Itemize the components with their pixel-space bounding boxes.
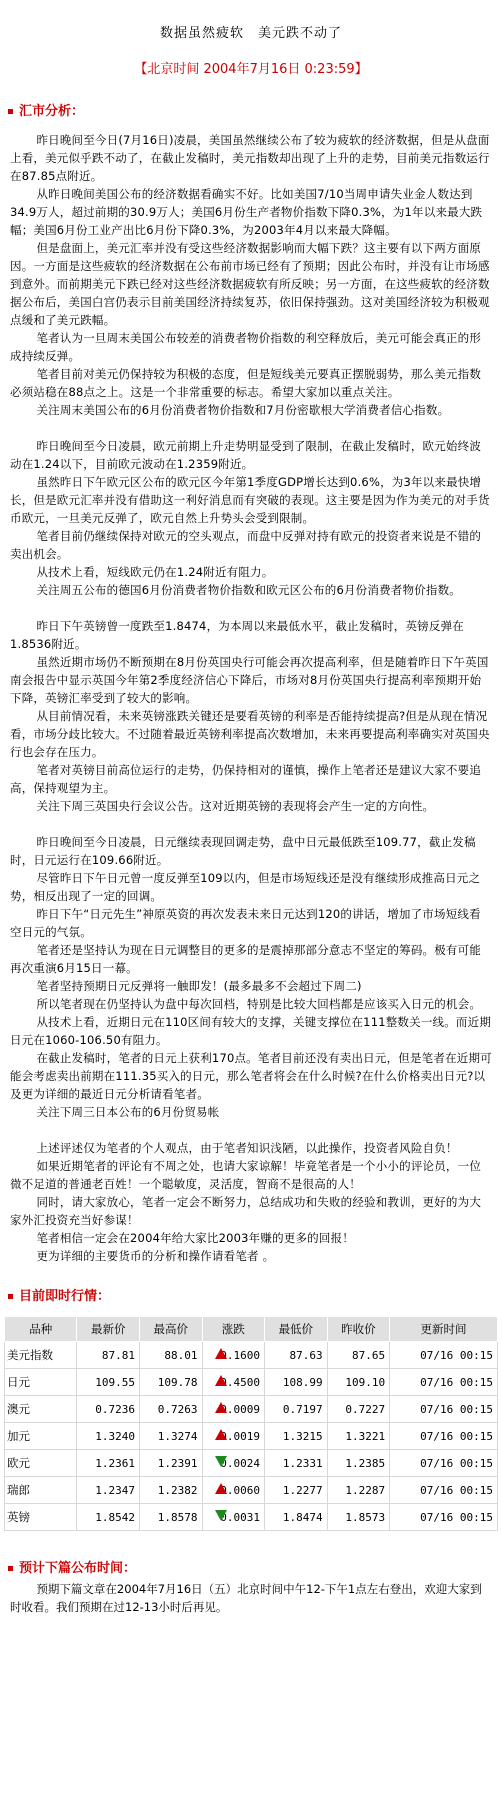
cell-high: 1.3274: [139, 1423, 202, 1450]
article-paragraph: 虽然近期市场仍不断预期在8月份英国央行可能会再次提高利率，但是随着昨日下午英国南会报告中显示英国今年第2季度经济信心下降后，市场对8月份英国央行提高利率预期开始下降，英镑汇率受到了较大的影响。: [10, 655, 489, 705]
cell-time: 07/16 00:15: [390, 1342, 498, 1369]
cell-prev: 87.65: [327, 1342, 390, 1369]
quotes-heading: [8, 1285, 502, 1304]
cell-last: 1.8542: [77, 1504, 140, 1531]
article-paragraph: 昨日晚间至今日凌晨，欧元前期上升走势明显受到了限制，在截止发稿时，欧元始终波动在1.24以下，目前欧元波动在1.2359附近。: [10, 439, 482, 471]
article-paragraph: 所以笔者现在仍坚持认为盘中每次回档，特别是比较大回档都是应该买入日元的机会。: [36, 997, 482, 1011]
article-paragraph: 关注周五公布的德国6月份消费者物价指数和欧元区公布的6月份消费者物价指数。: [36, 583, 461, 597]
cell-name: 欧元: [5, 1450, 77, 1477]
arrow-up-icon: [215, 1429, 227, 1440]
cell-change: [202, 1342, 265, 1369]
cell-low: 1.8474: [265, 1504, 328, 1531]
cell-high: 109.78: [139, 1369, 202, 1396]
paragraph-gap: [10, 815, 492, 833]
article-paragraph: 笔者目前对美元仍保持较为积极的态度，但是短线美元要真正摆脱弱势，那么美元指数必须站稳在88点之上。这是一个非常重要的标志。希望大家加以重点关注。: [10, 367, 482, 399]
analysis-article: [0, 131, 502, 1265]
article-paragraph: 上述评述仅为笔者的个人观点，由于笔者知识浅陋，以此操作，投资者风险自负！: [36, 1141, 458, 1155]
article-paragraph: 在截止发稿时，笔者的日元上获利170点。笔者目前还没有卖出日元，但是笔者在近期可能会考虑卖出前期在111.35买入的日元，那么笔者将会在什么时候?在什么价格卖出日元?以及更为详细的最近日元分析请看笔者。: [10, 1051, 492, 1101]
column-header: 最新价: [77, 1317, 140, 1342]
cell-low: 108.99: [265, 1369, 328, 1396]
article-paragraph: 昨日下午英镑曾一度跌至1.8474，为本周以来最低水平，截止发稿时，英镑反弹在1.8536附近。: [10, 619, 464, 651]
cell-change: [202, 1450, 265, 1477]
cell-change: [202, 1504, 265, 1531]
cell-time: 07/16 00:15: [390, 1477, 498, 1504]
paragraph-gap: [10, 599, 492, 617]
article-paragraph: 关注周末美国公布的6月份消费者物价指数和7月份密歇根大学消费者信心指数。: [36, 403, 450, 417]
bullet-icon: [8, 1294, 13, 1299]
table-body: [5, 1342, 498, 1531]
quotes-table: [4, 1316, 498, 1531]
cell-last: 1.2347: [77, 1477, 140, 1504]
article-paragraph: 如果近期笔者的评论有不周之处，也请大家谅解！毕竟笔者是一个小小的评论员，一位微不足道的普通老百姓！一个聪敏度，灵活度，智商不是很高的人！: [10, 1159, 482, 1191]
table-row: [5, 1477, 498, 1504]
cell-low: 0.7197: [265, 1396, 328, 1423]
article-paragraph: 尽管昨日下午日元曾一度反弹至109以内，但是市场短线还是没有继续形成推高日元之势，相反出现了一定的回调。: [10, 871, 481, 903]
article-paragraph: 昨日下午“日元先生”神原英资的再次发表未来日元达到120的讲话，增加了市场短线看空日元的气氛。: [10, 907, 481, 939]
cell-high: 1.2382: [139, 1477, 202, 1504]
cell-prev: 109.10: [327, 1369, 390, 1396]
article-paragraph: 昨日晚间至今日凌晨，日元继续表现回调走势，盘中日元最低跌至109.77，截止发稿时，日元运行在109.66附近。: [10, 835, 476, 867]
article-paragraph: 关注下周三日本公布的6月份贸易帐: [36, 1105, 220, 1119]
paragraph-gap: [10, 1121, 492, 1139]
article-paragraph: 笔者对英镑目前高位运行的走势，仍保持相对的谨慎，操作上笔者还是建议大家不要追高，保持观望为主。: [10, 763, 482, 795]
forecast-heading: [8, 1557, 502, 1576]
table-row: [5, 1396, 498, 1423]
cell-last: 1.3240: [77, 1423, 140, 1450]
column-header: 更新时间: [390, 1317, 498, 1342]
cell-name: 日元: [5, 1369, 77, 1396]
change-value: 0.4500: [220, 1375, 261, 1389]
change-value: 0.0024: [220, 1456, 261, 1470]
cell-name: 澳元: [5, 1396, 77, 1423]
article-paragraph: 笔者还是坚持认为现在日元调整目的更多的是震掉那部分意志不坚定的筹码。极有可能再次重演6月15日一幕。: [10, 943, 482, 975]
article-paragraph: 从目前情况看，未来英镑涨跌关键还是要看英镑的利率是否能持续提高?但是从现在情况看，市场分歧比较大。不过随着最近英镑利率提高次数增加，未来再要提高利率确实对英国央行也会存在压力。: [10, 709, 490, 759]
article-paragraph: 虽然昨日下午欧元区公布的欧元区今年第1季度GDP增长达到0.6%，为3年以来最快增长，但是欧元汇率并没有借助这一利好消息而有突破的表现。这主要是因为作为美元的对手货币欧元，一旦美元反弹了，欧元自然上升势头会受到限制。: [10, 475, 490, 525]
cell-name: 英镑: [5, 1504, 77, 1531]
cell-prev: 1.2287: [327, 1477, 390, 1504]
cell-time: 07/16 00:15: [390, 1423, 498, 1450]
article-paragraph: 但是盘面上，美元汇率并没有受这些经济数据影响而大幅下跌？这主要有以下两方面原因。一方面是这些疲软的经济数据在公布前市场已经有了预期；因此公布时，并没有让市场感到意外。而前期美元下跌已经对这些经济数据疲软有所反映；另一方面，在这些疲软的经济数据公布后，美国白宫仍表示目前美国经济持续复苏，依旧保持强劲。这对美国经济较为积极观点缓和了美元跌幅。: [10, 241, 490, 327]
change-value: 0.0031: [220, 1510, 261, 1524]
cell-high: 0.7263: [139, 1396, 202, 1423]
change-value: 0.0060: [220, 1483, 261, 1497]
arrow-up-icon: [215, 1348, 227, 1359]
forecast-heading-label: 预计下篇公布时间：: [19, 1561, 137, 1576]
analysis-heading: [8, 100, 502, 119]
article-paragraph: 笔者认为一旦周末美国公布较差的消费者物价指数的利空释放后，美元可能会真正的形成持续反弹。: [10, 331, 482, 363]
cell-last: 1.2361: [77, 1450, 140, 1477]
change-value: 0.1600: [220, 1348, 261, 1362]
quotes-heading-label: 目前即时行情：: [19, 1289, 111, 1304]
cell-change: [202, 1369, 265, 1396]
cell-change: [202, 1423, 265, 1450]
cell-name: 美元指数: [5, 1342, 77, 1369]
article-paragraph: 笔者相信一定会在2004年给大家比2003年赚的更多的回报！: [36, 1231, 354, 1245]
arrow-up-icon: [215, 1402, 227, 1413]
cell-prev: 1.8573: [327, 1504, 390, 1531]
table-row: [5, 1504, 498, 1531]
cell-high: 1.2391: [139, 1450, 202, 1477]
article-paragraph: 从技术上看，短线欧元仍在1.24附近有阻力。: [36, 565, 274, 579]
bullet-icon: [8, 1566, 13, 1571]
article-paragraph: 同时，请大家放心，笔者一定会不断努力，总结成功和失败的经验和教训，更好的为大家外汇投资充当好参谋！: [10, 1195, 482, 1227]
article-paragraph: 笔者目前仍继续保持对欧元的空头观点，而盘中反弹对持有欧元的投资者来说是不错的卖出机会。: [10, 529, 482, 561]
cell-low: 1.2277: [265, 1477, 328, 1504]
arrow-up-icon: [215, 1483, 227, 1494]
cell-time: 07/16 00:15: [390, 1504, 498, 1531]
arrow-down-icon: [215, 1456, 227, 1467]
cell-change: [202, 1477, 265, 1504]
cell-last: 0.7236: [77, 1396, 140, 1423]
cell-prev: 0.7227: [327, 1396, 390, 1423]
cell-time: 07/16 00:15: [390, 1369, 498, 1396]
article-paragraph: 关注下周三英国央行会议公告。这对近期英镑的表现将会产生一定的方向性。: [36, 799, 435, 813]
forecast-text: 预期下篇文章在2004年7月16日（五）北京时间中午12-下午1点左右登出，欢迎大家到时收看。我们预期在过12-13小时后再见。: [10, 1582, 482, 1614]
column-header: 品种: [5, 1317, 77, 1342]
table-row: [5, 1450, 498, 1477]
change-value: 0.0009: [220, 1402, 261, 1416]
cell-high: 1.8578: [139, 1504, 202, 1531]
article-paragraph: 从技术上看，近期日元在110区间有较大的支撑，关键支撑位在111整数关一线。而近期日元在1060-106.50有阻力。: [10, 1015, 492, 1047]
title-block: [0, 0, 502, 76]
table-row: [5, 1342, 498, 1369]
table-header-row: [5, 1317, 498, 1342]
cell-last: 87.81: [77, 1342, 140, 1369]
cell-prev: 1.2385: [327, 1450, 390, 1477]
cell-name: 加元: [5, 1423, 77, 1450]
forecast-block: [0, 1580, 502, 1616]
cell-name: 瑞郎: [5, 1477, 77, 1504]
column-header: 昨收价: [327, 1317, 390, 1342]
bullet-icon: [8, 109, 13, 114]
article-title: 数据虽然疲软 美元跌不动了: [159, 26, 342, 41]
table-row: [5, 1423, 498, 1450]
cell-time: 07/16 00:15: [390, 1396, 498, 1423]
cell-low: 1.2331: [265, 1450, 328, 1477]
cell-low: 1.3215: [265, 1423, 328, 1450]
column-header: 涨跌: [202, 1317, 265, 1342]
table-row: [5, 1369, 498, 1396]
article-paragraph: 从昨日晚间美国公布的经济数据看确实不好。比如美国7/10当周申请失业金人数达到34.9万人，超过前期的30.9万人；美国6月份生产者物价指数下降0.3%，为1年以来最大跌幅；美国6月份工业产出比6月份下降0.3%，为2003年4月以来最大降幅。: [10, 187, 483, 237]
column-header: 最低价: [265, 1317, 328, 1342]
arrow-down-icon: [215, 1510, 227, 1521]
column-header: 最高价: [139, 1317, 202, 1342]
cell-change: [202, 1396, 265, 1423]
publish-time: 【北京时间 2004年7月16日 0:23:59】: [134, 62, 368, 77]
cell-time: 07/16 00:15: [390, 1450, 498, 1477]
cell-prev: 1.3221: [327, 1423, 390, 1450]
article-paragraph: 昨日晚间至今日(7月16日)凌晨，美国虽然继续公布了较为疲软的经济数据，但是从盘面上看，美元似乎跌不动了，在截止发稿时，美元指数却出现了上升的走势，目前美元指数运行在87.85点附近。: [10, 133, 490, 183]
change-value: 0.0019: [220, 1429, 261, 1443]
cell-high: 88.01: [139, 1342, 202, 1369]
article-paragraph: 更为详细的主要货币的分析和操作请看笔者 。: [36, 1249, 275, 1263]
article-paragraph: 笔者坚持预期日元反弹将一触即发！(最多最多不会超过下周二): [36, 979, 362, 993]
analysis-heading-label: 汇市分析：: [19, 104, 85, 119]
arrow-up-icon: [215, 1375, 227, 1386]
cell-last: 109.55: [77, 1369, 140, 1396]
paragraph-gap: [10, 419, 492, 437]
cell-low: 87.63: [265, 1342, 328, 1369]
